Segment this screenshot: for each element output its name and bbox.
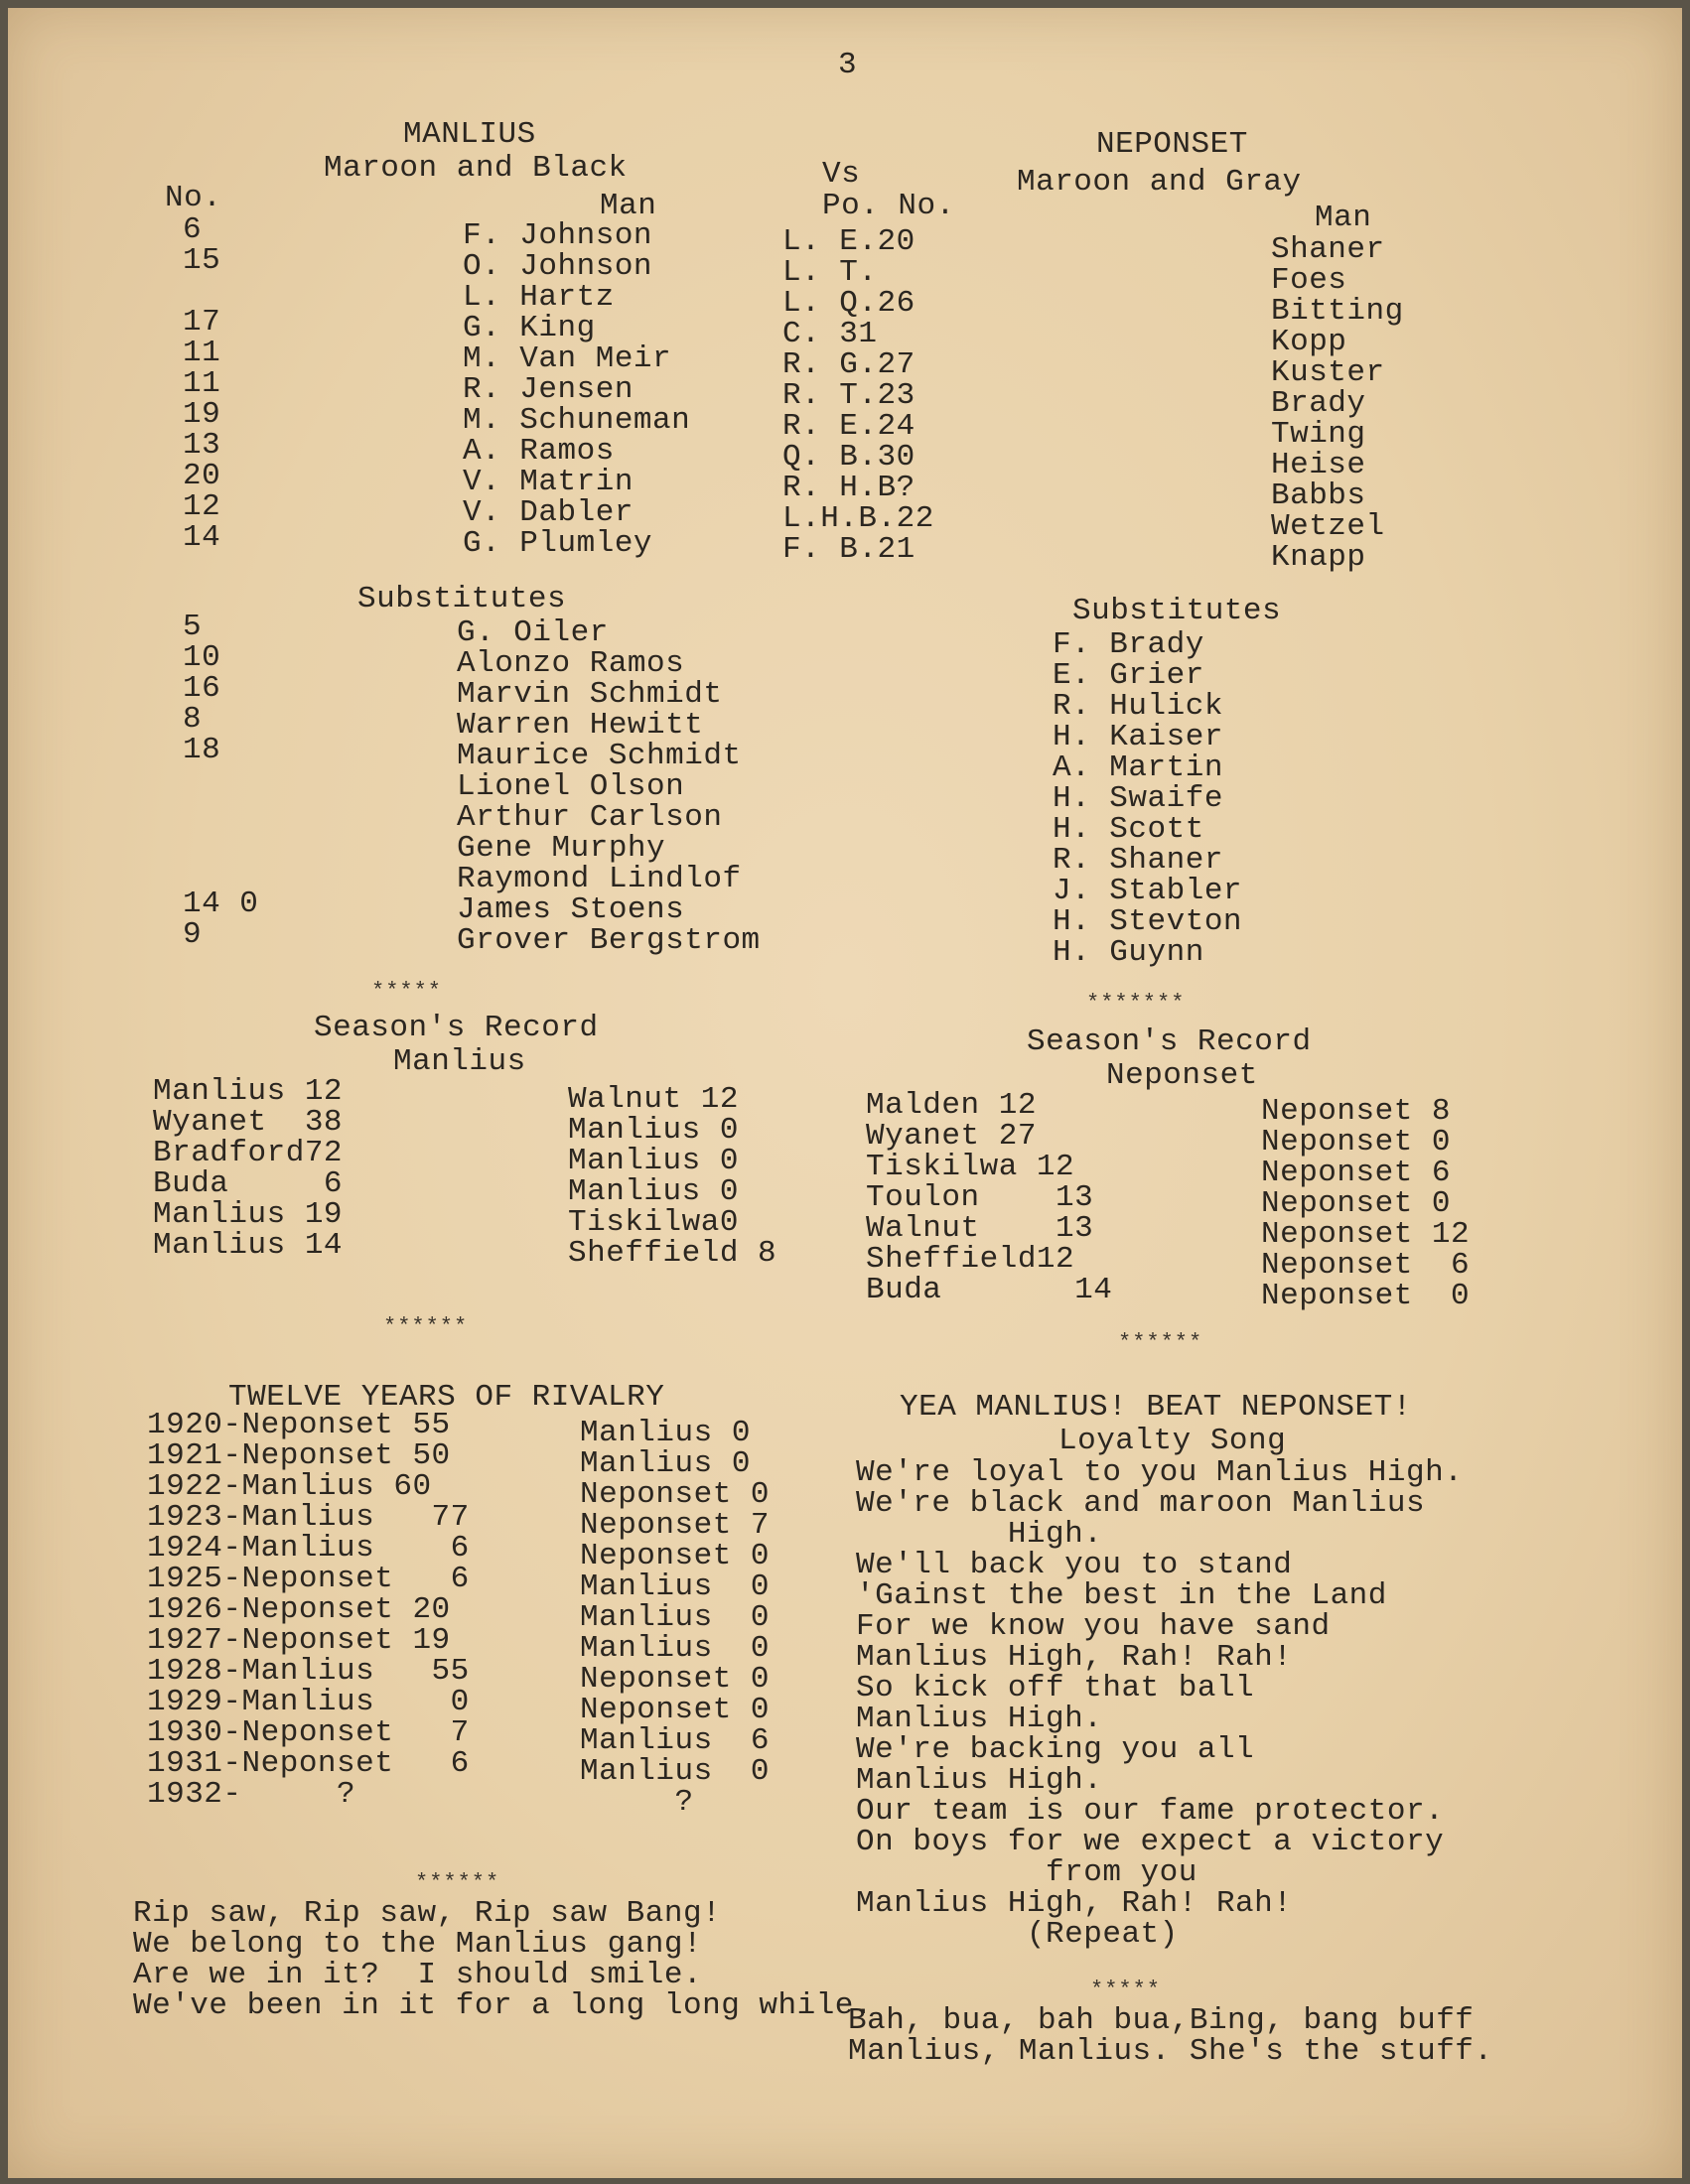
rivalry-year-entry: 1927-Neponset 19 — [147, 1623, 451, 1658]
manlius-substitute-list — [457, 617, 761, 956]
record-entry: Bradford72 — [153, 1136, 344, 1170]
jersey-number: 19 — [183, 397, 221, 432]
song-line: On boys for we expect a victory — [856, 1825, 1445, 1859]
record-entry: Neponset 0 — [1261, 1186, 1452, 1221]
rivalry-opponent-entry: Neponset 0 — [580, 1662, 771, 1697]
yell-title: YEA MANLIUS! BEAT NEPONSET! — [900, 1390, 1412, 1425]
substitute-name: Gene Murphy — [457, 831, 666, 866]
rivalry-year-entry: 1922-Manlius 60 — [147, 1469, 432, 1504]
manlius-player-list — [463, 220, 690, 559]
jersey-number: 12 — [183, 489, 221, 524]
neponset-title: NEPONSET — [1096, 127, 1248, 162]
position-entry: R. G.27 — [782, 347, 915, 382]
jersey-number — [183, 827, 258, 858]
record-entry: Neponset 8 — [1261, 1094, 1452, 1129]
neponset-record-title: Neponset — [1106, 1058, 1258, 1093]
record-entry: Wyanet 38 — [153, 1105, 344, 1140]
manlius-title: MANLIUS — [403, 117, 536, 152]
neponset-substitutes-label: Substitutes — [1072, 594, 1282, 628]
player-name: M. Schuneman — [463, 403, 691, 438]
cheer-lines — [133, 1898, 873, 2021]
song-line: High. — [856, 1517, 1103, 1552]
position-entry: C. 31 — [782, 317, 878, 351]
record-entry: Tiskilwa0 — [568, 1205, 739, 1240]
record-entry: Neponset 12 — [1261, 1217, 1471, 1252]
document-page — [8, 8, 1682, 2178]
substitute-name: H. Swaife — [1053, 781, 1223, 816]
song-line: Our team is our fame protector. — [856, 1794, 1445, 1829]
manlius-record-right-list — [568, 1084, 776, 1269]
manlius-substitutes-label: Substitutes — [357, 582, 567, 616]
substitute-name: R. Shaner — [1053, 843, 1223, 878]
substitute-name: Raymond Lindlof — [457, 862, 742, 896]
manlius-season-record-label: Season's Record — [314, 1011, 599, 1045]
rivalry-year-entry: 1923-Manlius 77 — [147, 1500, 470, 1535]
substitute-name: G. Oiler — [457, 615, 609, 650]
player-name: R. Jensen — [463, 372, 634, 407]
rivalry-year-entry: 1926-Neponset 20 — [147, 1592, 451, 1627]
rivalry-opponent-entry: Manlius 0 — [580, 1446, 751, 1481]
position-entry: R. H.B? — [782, 471, 915, 505]
record-entry: Sheffield 8 — [568, 1236, 777, 1271]
rivalry-opponent-entry: Neponset 7 — [580, 1508, 771, 1543]
cheer-line: Rip saw, Rip saw, Rip saw Bang! — [133, 1896, 722, 1931]
rivalry-title: TWELVE YEARS OF RIVALRY — [228, 1380, 665, 1415]
song-line: We'll back you to stand — [856, 1548, 1293, 1582]
neponset-substitute-list — [1053, 629, 1242, 968]
substitute-name: Arthur Carlson — [457, 800, 723, 835]
record-entry: Neponset 6 — [1261, 1248, 1471, 1283]
position-entry: L. E.20 — [782, 224, 915, 259]
position-entry: L.H.B.22 — [782, 501, 934, 536]
record-entry: Manlius 0 — [568, 1144, 739, 1178]
jersey-number — [183, 276, 220, 307]
man-header: Man — [600, 189, 657, 223]
jersey-number — [183, 765, 258, 796]
rivalry-year-entry: 1920-Neponset 55 — [147, 1408, 451, 1442]
rivalry-opponent-entry: Neponset 0 — [580, 1539, 771, 1573]
player-name: Foes — [1271, 263, 1347, 298]
divider: ***** — [371, 979, 443, 1004]
player-name: F. Johnson — [463, 218, 653, 253]
divider: ***** — [1090, 1978, 1162, 2002]
substitute-name: H. Stevton — [1053, 904, 1243, 939]
vs-label: Vs — [822, 157, 861, 192]
substitute-name: H. Guynn — [1053, 935, 1204, 970]
player-name: Kopp — [1271, 325, 1347, 359]
rivalry-year-list — [147, 1410, 470, 1810]
player-name: Babbs — [1271, 478, 1366, 513]
record-entry: Manlius 0 — [568, 1174, 739, 1209]
record-entry: Sheffield12 — [866, 1242, 1075, 1277]
substitute-name: R. Hulick — [1053, 689, 1223, 724]
cheer-line: Manlius, Manlius. She's the stuff. — [848, 2034, 1493, 2069]
jersey-number: 14 0 — [183, 887, 259, 921]
position-header: Po. No. — [822, 189, 955, 223]
cheer-line: We belong to the Manlius gang! — [133, 1927, 703, 1962]
jersey-number: 8 — [183, 702, 203, 737]
number-header: No. — [165, 181, 222, 215]
manlius-record-title: Manlius — [393, 1044, 526, 1079]
manlius-sub-number-list — [183, 612, 258, 950]
rivalry-year-entry: 1930-Neponset 7 — [147, 1715, 470, 1750]
manlius-colors: Maroon and Black — [324, 151, 628, 186]
substitute-name: H. Scott — [1053, 812, 1204, 847]
cheer-line: Bah, bua, bah bua,Bing, bang buff — [848, 2003, 1475, 2038]
loyalty-song-lines — [856, 1457, 1463, 1950]
rivalry-year-entry: 1929-Manlius 0 — [147, 1685, 470, 1719]
jersey-number: 11 — [183, 336, 221, 370]
rivalry-year-entry: 1921-Neponset 50 — [147, 1438, 451, 1473]
substitute-name: James Stoens — [457, 892, 685, 927]
substitute-name: Alonzo Ramos — [457, 646, 685, 681]
position-entry: R. E.24 — [782, 409, 915, 444]
song-line: For we know you have sand — [856, 1609, 1331, 1644]
neponset-record-left-list — [866, 1090, 1112, 1305]
substitute-name: Maurice Schmidt — [457, 739, 742, 773]
rivalry-year-entry: 1931-Neponset 6 — [147, 1746, 470, 1781]
player-name: Shaner — [1271, 232, 1385, 267]
divider: ****** — [1118, 1330, 1203, 1355]
song-line: from you — [856, 1855, 1197, 1890]
manlius-record-left-list — [153, 1076, 343, 1261]
record-entry: Walnut 12 — [568, 1082, 739, 1117]
record-entry: Tiskilwa 12 — [866, 1150, 1075, 1184]
player-name: L. Hartz — [463, 280, 615, 315]
jersey-number: 20 — [183, 459, 221, 493]
rivalry-opponent-entry: Manlius 0 — [580, 1754, 771, 1789]
record-entry: Neponset 6 — [1261, 1156, 1452, 1190]
page-number: 3 — [838, 48, 858, 82]
song-line: We're loyal to you Manlius High. — [856, 1455, 1464, 1490]
player-name: Bitting — [1271, 294, 1404, 329]
rivalry-year-entry: 1924-Manlius 6 — [147, 1531, 470, 1566]
jersey-number — [183, 796, 258, 827]
rivalry-year-entry: 1932- ? — [147, 1777, 356, 1812]
rivalry-year-entry: 1928-Manlius 55 — [147, 1654, 470, 1689]
cheer-line: We've been in it for a long long while. — [133, 1988, 874, 2023]
jersey-number: 14 — [183, 520, 221, 555]
player-name: A. Ramos — [463, 434, 615, 469]
jersey-number: 18 — [183, 733, 221, 767]
substitute-name: Lionel Olson — [457, 769, 685, 804]
jersey-number: 11 — [183, 366, 221, 401]
rivalry-opponent-entry: Neponset 0 — [580, 1693, 771, 1727]
neponset-season-record-label: Season's Record — [1027, 1024, 1312, 1059]
song-line: Manlius High, Rah! Rah! — [856, 1886, 1293, 1921]
jersey-number: 16 — [183, 671, 221, 706]
rivalry-opponent-entry: Manlius 0 — [580, 1416, 751, 1450]
position-entry: F. B.21 — [782, 532, 915, 567]
substitute-name: Warren Hewitt — [457, 708, 704, 743]
jersey-number — [183, 858, 258, 888]
jersey-number: 6 — [183, 212, 203, 247]
rivalry-year-entry: 1925-Neponset 6 — [147, 1562, 470, 1596]
rivalry-opponent-entry: Manlius 0 — [580, 1600, 771, 1635]
jersey-number: 9 — [183, 917, 203, 952]
song-line: We're black and maroon Manlius — [856, 1486, 1426, 1521]
record-entry: Neponset 0 — [1261, 1125, 1452, 1160]
player-name: Twing — [1271, 417, 1366, 452]
man-header-right: Man — [1315, 201, 1372, 235]
player-name: G. Plumley — [463, 526, 653, 561]
rivalry-opponent-entry: Manlius 0 — [580, 1631, 771, 1666]
substitute-name: J. Stabler — [1053, 874, 1243, 908]
neponset-colors: Maroon and Gray — [1017, 165, 1302, 200]
song-line: (Repeat) — [856, 1917, 1179, 1952]
substitute-name: Grover Bergstrom — [457, 923, 761, 958]
record-entry: Malden 12 — [866, 1088, 1037, 1123]
player-name: Knapp — [1271, 540, 1366, 575]
divider: ****** — [383, 1314, 469, 1339]
player-name: O. Johnson — [463, 249, 653, 284]
record-entry: Wyanet 27 — [866, 1119, 1037, 1154]
record-entry: Walnut 13 — [866, 1211, 1094, 1246]
player-name: M. Van Meir — [463, 341, 672, 376]
manlius-number-list — [183, 214, 220, 553]
final-cheer-lines — [848, 2005, 1493, 2067]
record-entry: Manlius 0 — [568, 1113, 739, 1148]
player-name: Kuster — [1271, 355, 1385, 390]
player-name: Heise — [1271, 448, 1366, 482]
record-entry: Toulon 13 — [866, 1180, 1094, 1215]
substitute-name: E. Grier — [1053, 658, 1204, 693]
rivalry-opponent-entry: Manlius 0 — [580, 1570, 771, 1604]
song-line: We're backing you all — [856, 1732, 1255, 1767]
player-name: V. Dabler — [463, 495, 634, 530]
player-name: Wetzel — [1271, 509, 1385, 544]
jersey-number: 15 — [183, 243, 221, 278]
rivalry-opponent-entry: ? — [580, 1785, 694, 1820]
jersey-number: 17 — [183, 305, 221, 340]
neponset-record-right-list — [1261, 1096, 1470, 1311]
record-entry: Manlius 12 — [153, 1074, 344, 1109]
player-name: G. King — [463, 311, 596, 345]
substitute-name: F. Brady — [1053, 627, 1204, 662]
divider: ******* — [1086, 991, 1186, 1016]
position-list — [782, 226, 934, 565]
record-entry: Manlius 19 — [153, 1197, 344, 1232]
rivalry-opponent-entry: Manlius 6 — [580, 1723, 771, 1758]
jersey-number: 5 — [183, 610, 203, 644]
position-entry: Q. B.30 — [782, 440, 915, 475]
song-line: So kick off that ball — [856, 1671, 1255, 1706]
position-entry: R. T.23 — [782, 378, 915, 413]
record-entry: Manlius 14 — [153, 1228, 344, 1263]
song-line: 'Gainst the best in the Land — [856, 1578, 1387, 1613]
record-entry: Neponset 0 — [1261, 1279, 1471, 1313]
cheer-line: Are we in it? I should smile. — [133, 1958, 703, 1992]
player-name: V. Matrin — [463, 465, 634, 499]
record-entry: Buda 14 — [866, 1273, 1113, 1307]
position-entry: L. T. — [782, 255, 878, 290]
song-title: Loyalty Song — [1058, 1424, 1287, 1458]
record-entry: Buda 6 — [153, 1166, 344, 1201]
divider: ****** — [415, 1870, 500, 1895]
substitute-name: A. Martin — [1053, 751, 1223, 785]
substitute-name: H. Kaiser — [1053, 720, 1223, 754]
rivalry-opponent-list — [580, 1418, 770, 1818]
neponset-player-list — [1271, 234, 1404, 573]
jersey-number: 13 — [183, 428, 221, 463]
position-entry: L. Q.26 — [782, 286, 915, 321]
player-name: Brady — [1271, 386, 1366, 421]
substitute-name: Marvin Schmidt — [457, 677, 723, 712]
song-line: Manlius High. — [856, 1702, 1103, 1736]
jersey-number: 10 — [183, 640, 221, 675]
rivalry-opponent-entry: Neponset 0 — [580, 1477, 771, 1512]
song-line: Manlius High. — [856, 1763, 1103, 1798]
song-line: Manlius High, Rah! Rah! — [856, 1640, 1293, 1675]
